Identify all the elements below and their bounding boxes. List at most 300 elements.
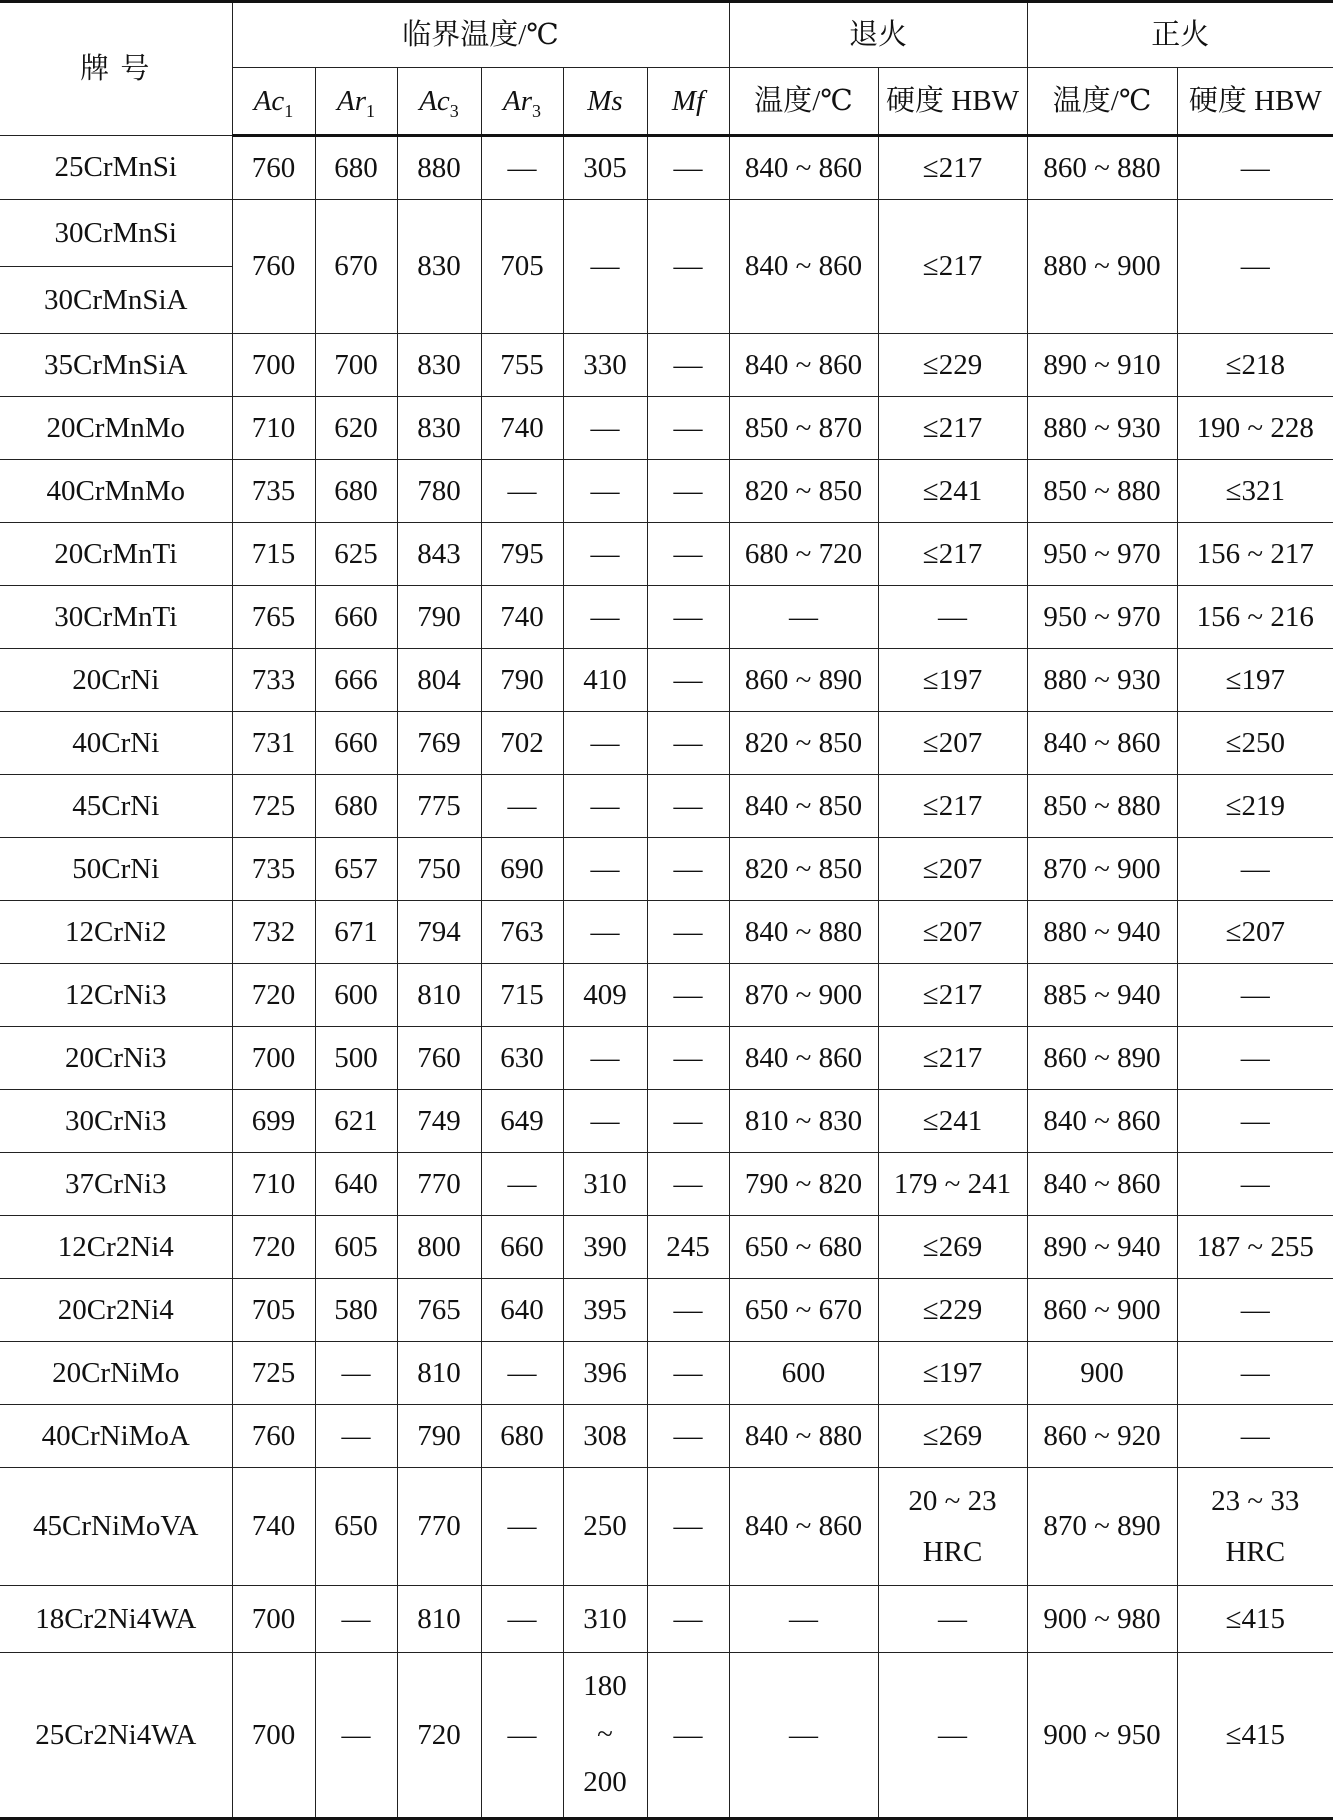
value-cell: ≤217	[878, 775, 1027, 838]
value-cell: 705	[481, 200, 563, 334]
value-cell: 860 ~ 890	[729, 649, 878, 712]
value-cell: —	[1177, 964, 1333, 1027]
table-row	[0, 1090, 1333, 1153]
value-cell: 769	[397, 712, 481, 775]
critical-point-symbol: Ar	[337, 84, 366, 117]
value-cell: 830	[397, 334, 481, 397]
critical-point-symbol: Ac	[419, 84, 450, 117]
value-cell: 671	[315, 901, 397, 964]
table-row	[0, 1653, 1333, 1819]
value-cell: —	[563, 1027, 647, 1090]
value-cell: 749	[397, 1090, 481, 1153]
critical-point-symbol: Mf	[671, 84, 705, 117]
value-cell: —	[481, 1153, 563, 1216]
value-cell: ≤269	[878, 1216, 1027, 1279]
value-cell: —	[315, 1653, 397, 1819]
value-cell: 950 ~ 970	[1027, 586, 1177, 649]
value-cell: —	[1177, 1279, 1333, 1342]
value-cell: 720	[232, 964, 315, 1027]
annealing-header: 退火	[729, 2, 1027, 68]
value-cell: —	[481, 1653, 563, 1819]
value-cell: 680 ~ 720	[729, 523, 878, 586]
value-cell: 390	[563, 1216, 647, 1279]
value-cell: —	[647, 1279, 729, 1342]
value-cell: —	[647, 775, 729, 838]
grade-cell: 12CrNi3	[0, 964, 232, 1027]
value-cell: —	[647, 712, 729, 775]
critical-point-subscript: 3	[532, 100, 541, 121]
grade-header: 牌 号	[0, 2, 232, 136]
value-cell: —	[1177, 1405, 1333, 1468]
value-cell: —	[878, 1653, 1027, 1819]
value-cell: 880 ~ 930	[1027, 649, 1177, 712]
value-cell: 840 ~ 860	[729, 136, 878, 200]
value-cell: 800	[397, 1216, 481, 1279]
value-cell: 657	[315, 838, 397, 901]
value-cell: 770	[397, 1468, 481, 1586]
value-cell: 690	[481, 838, 563, 901]
value-cell: 715	[481, 964, 563, 1027]
value-cell: 396	[563, 1342, 647, 1405]
value-cell: 310	[563, 1586, 647, 1653]
value-cell: 305	[563, 136, 647, 200]
value-cell: 245	[647, 1216, 729, 1279]
value-cell: 720	[397, 1653, 481, 1819]
value-cell: 900	[1027, 1342, 1177, 1405]
value-cell: ≤241	[878, 460, 1027, 523]
value-cell: —	[563, 523, 647, 586]
table-row	[0, 1153, 1333, 1216]
value-cell: 650 ~ 680	[729, 1216, 878, 1279]
value-cell: 640	[315, 1153, 397, 1216]
value-cell: —	[481, 460, 563, 523]
value-cell: ≤197	[878, 1342, 1027, 1405]
value-cell: 700	[232, 334, 315, 397]
value-cell: 820 ~ 850	[729, 460, 878, 523]
value-cell: 900 ~ 950	[1027, 1653, 1177, 1819]
value-cell: 710	[232, 397, 315, 460]
value-cell: —	[481, 1586, 563, 1653]
value-cell: ≤229	[878, 1279, 1027, 1342]
value-cell: 700	[232, 1027, 315, 1090]
value-cell: 179 ~ 241	[878, 1153, 1027, 1216]
critical-temperature-header: 临界温度/℃	[232, 2, 729, 68]
value-cell: 715	[232, 523, 315, 586]
value-cell: ≤217	[878, 136, 1027, 200]
value-cell: 840 ~ 860	[1027, 712, 1177, 775]
value-cell: 670	[315, 200, 397, 334]
value-cell: ≤321	[1177, 460, 1333, 523]
value-cell: 850 ~ 880	[1027, 460, 1177, 523]
value-cell: 605	[315, 1216, 397, 1279]
critical-point-symbol: Ms	[587, 84, 623, 117]
value-cell: ≤217	[878, 964, 1027, 1027]
value-cell: 725	[232, 775, 315, 838]
value-cell: —	[1177, 838, 1333, 901]
table-row	[0, 1342, 1333, 1405]
value-cell: —	[1177, 200, 1333, 334]
value-cell: —	[563, 397, 647, 460]
value-cell: —	[729, 1586, 878, 1653]
value-cell: 600	[315, 964, 397, 1027]
value-cell: —	[563, 586, 647, 649]
value-cell: 720	[232, 1216, 315, 1279]
grade-cell: 35CrMnSiA	[0, 334, 232, 397]
value-cell: —	[647, 1468, 729, 1586]
table-row	[0, 1279, 1333, 1342]
value-cell: 735	[232, 838, 315, 901]
table-row	[0, 1216, 1333, 1279]
value-cell: 180 ~ 200	[563, 1653, 647, 1819]
value-cell: —	[647, 838, 729, 901]
value-cell: 860 ~ 900	[1027, 1279, 1177, 1342]
normalize-temp-header: 温度/℃	[1027, 68, 1177, 136]
value-cell: 156 ~ 217	[1177, 523, 1333, 586]
table-row	[0, 200, 1333, 267]
grade-cell: 20CrNi	[0, 649, 232, 712]
critical-point-subscript: 1	[284, 100, 294, 121]
grade-cell: 37CrNi3	[0, 1153, 232, 1216]
table-row	[0, 136, 1333, 200]
grade-cell: 40CrNiMoA	[0, 1405, 232, 1468]
value-cell: 830	[397, 397, 481, 460]
value-cell: 810	[397, 1586, 481, 1653]
table-row	[0, 397, 1333, 460]
critical-point-header	[397, 68, 481, 136]
value-cell: 660	[481, 1216, 563, 1279]
value-cell: —	[647, 1153, 729, 1216]
anneal-hardness-header: 硬度 HBW	[878, 68, 1027, 136]
value-cell: 870 ~ 900	[729, 964, 878, 1027]
value-cell: —	[563, 775, 647, 838]
value-cell: —	[729, 1653, 878, 1819]
grade-cell: 30CrMnSi	[0, 200, 232, 267]
value-cell: 790 ~ 820	[729, 1153, 878, 1216]
grade-cell: 40CrMnMo	[0, 460, 232, 523]
table-row	[0, 964, 1333, 1027]
value-cell: 840 ~ 880	[729, 1405, 878, 1468]
value-cell: —	[1177, 1090, 1333, 1153]
value-cell: 700	[232, 1653, 315, 1819]
value-cell: ≤217	[878, 397, 1027, 460]
value-cell: 620	[315, 397, 397, 460]
value-cell: —	[647, 1027, 729, 1090]
value-cell: —	[563, 1090, 647, 1153]
value-cell: 660	[315, 586, 397, 649]
value-cell: 830	[397, 200, 481, 334]
value-cell: —	[647, 649, 729, 712]
value-cell: —	[481, 1342, 563, 1405]
normalizing-header: 正火	[1027, 2, 1333, 68]
value-cell: 860 ~ 890	[1027, 1027, 1177, 1090]
value-cell: 763	[481, 901, 563, 964]
value-cell: —	[315, 1342, 397, 1405]
value-cell: 250	[563, 1468, 647, 1586]
value-cell: —	[481, 1468, 563, 1586]
value-cell: 731	[232, 712, 315, 775]
value-cell: —	[878, 1586, 1027, 1653]
value-cell: 850 ~ 870	[729, 397, 878, 460]
value-cell: 840 ~ 860	[1027, 1090, 1177, 1153]
value-cell: —	[481, 775, 563, 838]
value-cell: —	[315, 1405, 397, 1468]
value-cell: ≤217	[878, 200, 1027, 334]
value-cell: 735	[232, 460, 315, 523]
table-row	[0, 334, 1333, 397]
value-cell: 308	[563, 1405, 647, 1468]
value-cell: 760	[232, 200, 315, 334]
value-cell: ≤269	[878, 1405, 1027, 1468]
grade-cell: 20CrNi3	[0, 1027, 232, 1090]
value-cell: 804	[397, 649, 481, 712]
value-cell: ≤415	[1177, 1586, 1333, 1653]
value-cell: 640	[481, 1279, 563, 1342]
value-cell: 725	[232, 1342, 315, 1405]
value-cell: ≤207	[878, 901, 1027, 964]
value-cell: 20 ~ 23 HRC	[878, 1468, 1027, 1586]
table-row	[0, 1468, 1333, 1586]
value-cell: —	[481, 136, 563, 200]
value-cell: 156 ~ 216	[1177, 586, 1333, 649]
value-cell: 843	[397, 523, 481, 586]
table-row	[0, 523, 1333, 586]
value-cell: 810 ~ 830	[729, 1090, 878, 1153]
critical-point-subscript: 3	[449, 100, 459, 121]
value-cell: —	[1177, 1342, 1333, 1405]
value-cell: 740	[481, 397, 563, 460]
grade-cell: 30CrNi3	[0, 1090, 232, 1153]
value-cell: 880 ~ 940	[1027, 901, 1177, 964]
value-cell: 885 ~ 940	[1027, 964, 1177, 1027]
table-row	[0, 649, 1333, 712]
grade-cell: 25Cr2Ni4WA	[0, 1653, 232, 1819]
value-cell: 810	[397, 964, 481, 1027]
value-cell: —	[647, 901, 729, 964]
value-cell: 840 ~ 880	[729, 901, 878, 964]
value-cell: 740	[481, 586, 563, 649]
table-row	[0, 838, 1333, 901]
value-cell: 700	[232, 1586, 315, 1653]
value-cell: 760	[232, 136, 315, 200]
grade-cell: 12CrNi2	[0, 901, 232, 964]
value-cell: 625	[315, 523, 397, 586]
value-cell: —	[647, 964, 729, 1027]
value-cell: 760	[397, 1027, 481, 1090]
critical-point-header	[232, 68, 315, 136]
table-row	[0, 1586, 1333, 1653]
value-cell: 950 ~ 970	[1027, 523, 1177, 586]
value-cell: 680	[315, 136, 397, 200]
value-cell: ≤250	[1177, 712, 1333, 775]
grade-cell: 45CrNi	[0, 775, 232, 838]
value-cell: ≤217	[878, 523, 1027, 586]
value-cell: 740	[232, 1468, 315, 1586]
value-cell: 860 ~ 880	[1027, 136, 1177, 200]
value-cell: 699	[232, 1090, 315, 1153]
grade-cell: 30CrMnSiA	[0, 267, 232, 334]
value-cell: 810	[397, 1342, 481, 1405]
value-cell: —	[1177, 136, 1333, 200]
grade-cell: 20Cr2Ni4	[0, 1279, 232, 1342]
value-cell: —	[647, 1342, 729, 1405]
grade-cell: 20CrMnTi	[0, 523, 232, 586]
value-cell: 840 ~ 860	[729, 1027, 878, 1090]
value-cell: 880 ~ 930	[1027, 397, 1177, 460]
value-cell: 770	[397, 1153, 481, 1216]
value-cell: 790	[397, 586, 481, 649]
value-cell: 409	[563, 964, 647, 1027]
table-row	[0, 586, 1333, 649]
grade-cell: 25CrMnSi	[0, 136, 232, 200]
value-cell: —	[563, 712, 647, 775]
value-cell: 760	[232, 1405, 315, 1468]
critical-point-header	[481, 68, 563, 136]
value-cell: ≤197	[1177, 649, 1333, 712]
value-cell: —	[647, 1653, 729, 1819]
table-row	[0, 712, 1333, 775]
value-cell: 790	[397, 1405, 481, 1468]
grade-cell: 20CrNiMo	[0, 1342, 232, 1405]
value-cell: 775	[397, 775, 481, 838]
value-cell: 840 ~ 860	[729, 1468, 878, 1586]
value-cell: —	[563, 901, 647, 964]
value-cell: —	[563, 200, 647, 334]
value-cell: ≤219	[1177, 775, 1333, 838]
critical-point-symbol: Ac	[253, 84, 285, 117]
value-cell: 649	[481, 1090, 563, 1153]
value-cell: 765	[232, 586, 315, 649]
value-cell: 700	[315, 334, 397, 397]
value-cell: —	[647, 1090, 729, 1153]
value-cell: —	[647, 334, 729, 397]
value-cell: 630	[481, 1027, 563, 1090]
value-cell: 750	[397, 838, 481, 901]
value-cell: ≤207	[1177, 901, 1333, 964]
critical-point-header	[563, 68, 647, 136]
value-cell: 890 ~ 910	[1027, 334, 1177, 397]
value-cell: 660	[315, 712, 397, 775]
value-cell: —	[647, 397, 729, 460]
grade-cell: 40CrNi	[0, 712, 232, 775]
value-cell: 705	[232, 1279, 315, 1342]
value-cell: —	[647, 523, 729, 586]
value-cell: ≤207	[878, 712, 1027, 775]
critical-point-symbol: Ar	[503, 84, 532, 117]
value-cell: ≤207	[878, 838, 1027, 901]
value-cell: 190 ~ 228	[1177, 397, 1333, 460]
value-cell: 680	[481, 1405, 563, 1468]
value-cell: —	[878, 586, 1027, 649]
grade-cell: 45CrNiMoVA	[0, 1468, 232, 1586]
value-cell: 840 ~ 850	[729, 775, 878, 838]
value-cell: 820 ~ 850	[729, 838, 878, 901]
value-cell: 870 ~ 900	[1027, 838, 1177, 901]
value-cell: 650 ~ 670	[729, 1279, 878, 1342]
value-cell: 410	[563, 649, 647, 712]
value-cell: 840 ~ 860	[729, 334, 878, 397]
value-cell: 500	[315, 1027, 397, 1090]
value-cell: 680	[315, 460, 397, 523]
value-cell: 890 ~ 940	[1027, 1216, 1177, 1279]
value-cell: 330	[563, 334, 647, 397]
value-cell: 755	[481, 334, 563, 397]
value-cell: —	[647, 1405, 729, 1468]
value-cell: 733	[232, 649, 315, 712]
value-cell: 870 ~ 890	[1027, 1468, 1177, 1586]
critical-point-header	[315, 68, 397, 136]
value-cell: ≤241	[878, 1090, 1027, 1153]
grade-cell: 20CrMnMo	[0, 397, 232, 460]
value-cell: —	[647, 460, 729, 523]
value-cell: ≤217	[878, 1027, 1027, 1090]
value-cell: 702	[481, 712, 563, 775]
grade-cell: 50CrNi	[0, 838, 232, 901]
table-row	[0, 901, 1333, 964]
value-cell: 621	[315, 1090, 397, 1153]
header-row-1	[0, 2, 1333, 68]
value-cell: 840 ~ 860	[1027, 1153, 1177, 1216]
value-cell: 880	[397, 136, 481, 200]
grade-cell: 12Cr2Ni4	[0, 1216, 232, 1279]
table-row	[0, 1027, 1333, 1090]
value-cell: 840 ~ 860	[729, 200, 878, 334]
value-cell: 860 ~ 920	[1027, 1405, 1177, 1468]
value-cell: 680	[315, 775, 397, 838]
value-cell: —	[563, 838, 647, 901]
value-cell: 765	[397, 1279, 481, 1342]
value-cell: 795	[481, 523, 563, 586]
value-cell: 580	[315, 1279, 397, 1342]
table-row	[0, 460, 1333, 523]
value-cell: —	[1177, 1153, 1333, 1216]
value-cell: 780	[397, 460, 481, 523]
value-cell: 23 ~ 33 HRC	[1177, 1468, 1333, 1586]
value-cell: 710	[232, 1153, 315, 1216]
value-cell: 850 ~ 880	[1027, 775, 1177, 838]
grade-cell: 18Cr2Ni4WA	[0, 1586, 232, 1653]
anneal-temp-header: 温度/℃	[729, 68, 878, 136]
value-cell: 600	[729, 1342, 878, 1405]
value-cell: 790	[481, 649, 563, 712]
table-row	[0, 1405, 1333, 1468]
critical-point-header	[647, 68, 729, 136]
value-cell: —	[315, 1586, 397, 1653]
value-cell: —	[647, 586, 729, 649]
value-cell: ≤229	[878, 334, 1027, 397]
value-cell: —	[647, 1586, 729, 1653]
value-cell: —	[729, 586, 878, 649]
value-cell: 900 ~ 980	[1027, 1586, 1177, 1653]
critical-point-subscript: 1	[366, 100, 375, 121]
value-cell: 666	[315, 649, 397, 712]
table-row	[0, 775, 1333, 838]
value-cell: —	[647, 136, 729, 200]
value-cell: 880 ~ 900	[1027, 200, 1177, 334]
value-cell: —	[1177, 1027, 1333, 1090]
value-cell: 732	[232, 901, 315, 964]
value-cell: 395	[563, 1279, 647, 1342]
normalize-hardness-header: 硬度 HBW	[1177, 68, 1333, 136]
value-cell: 650	[315, 1468, 397, 1586]
value-cell: 794	[397, 901, 481, 964]
value-cell: ≤218	[1177, 334, 1333, 397]
grade-cell: 30CrMnTi	[0, 586, 232, 649]
value-cell: —	[563, 460, 647, 523]
value-cell: —	[647, 200, 729, 334]
value-cell: ≤415	[1177, 1653, 1333, 1819]
value-cell: 187 ~ 255	[1177, 1216, 1333, 1279]
value-cell: ≤197	[878, 649, 1027, 712]
